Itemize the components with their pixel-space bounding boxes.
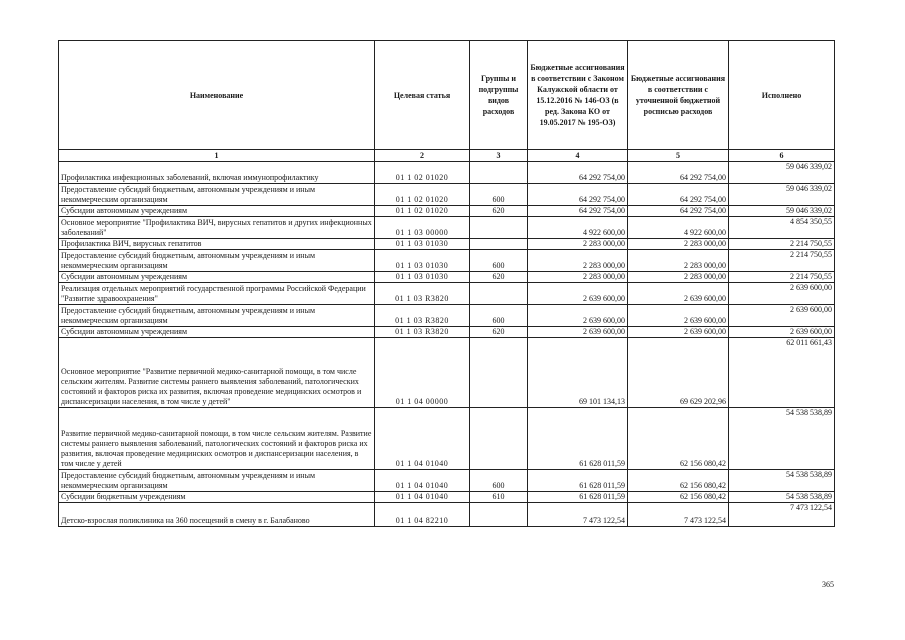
table-row (59, 272, 835, 283)
column-number: 6 (729, 150, 835, 162)
row-refined-amount: 64 292 754,00 (628, 184, 729, 206)
row-law-amount: 64 292 754,00 (528, 206, 628, 217)
row-refined-amount: 2 639 600,00 (628, 305, 729, 327)
row-name: Субсидии автономным учреждениям (59, 206, 375, 217)
table-row (59, 503, 835, 527)
column-number: 2 (375, 150, 470, 162)
row-refined-amount: 62 156 080,42 (628, 470, 729, 492)
row-executed-amount: 2 214 750,55 (729, 250, 835, 272)
row-name: Предоставление субсидий бюджетным, автономным учреждениям и иным некоммерческим организациям (59, 250, 375, 272)
row-executed-amount: 59 046 339,02 (729, 162, 835, 184)
table-row (59, 250, 835, 272)
row-expense-group: 620 (470, 272, 528, 283)
row-executed-amount: 54 538 538,89 (729, 470, 835, 492)
row-law-amount: 2 283 000,00 (528, 239, 628, 250)
budget-table (58, 40, 835, 527)
row-refined-amount: 2 283 000,00 (628, 250, 729, 272)
header-row (59, 41, 835, 150)
row-law-amount: 69 101 134,13 (528, 338, 628, 408)
row-law-amount: 4 922 600,00 (528, 217, 628, 239)
row-executed-amount: 2 214 750,55 (729, 272, 835, 283)
row-executed-amount: 54 538 538,89 (729, 408, 835, 470)
row-refined-amount: 4 922 600,00 (628, 217, 729, 239)
row-name: Субсидии автономным учреждениям (59, 272, 375, 283)
row-refined-amount: 2 283 000,00 (628, 239, 729, 250)
row-expense-group: 600 (470, 184, 528, 206)
row-executed-amount: 4 854 350,55 (729, 217, 835, 239)
row-refined-amount: 64 292 754,00 (628, 206, 729, 217)
row-executed-amount: 54 538 538,89 (729, 492, 835, 503)
row-expense-group (470, 283, 528, 305)
table-row (59, 162, 835, 184)
table-row (59, 470, 835, 492)
row-executed-amount: 2 214 750,55 (729, 239, 835, 250)
row-name: Предоставление субсидий бюджетным, автономным учреждениям и иным некоммерческим организациям (59, 184, 375, 206)
row-target-code: 01 1 03 01030 (375, 250, 470, 272)
header-expense-groups: Группы и подгруппы видов расходов (470, 41, 528, 150)
row-target-code: 01 1 03 R3820 (375, 283, 470, 305)
row-name: Субсидии автономным учреждениям (59, 327, 375, 338)
row-executed-amount: 7 473 122,54 (729, 503, 835, 527)
table-row (59, 492, 835, 503)
row-target-code: 01 1 02 01020 (375, 184, 470, 206)
table-row (59, 283, 835, 305)
header-name: Наименование (59, 41, 375, 150)
row-expense-group (470, 239, 528, 250)
row-target-code: 01 1 02 01020 (375, 162, 470, 184)
header-target-article: Целевая статья (375, 41, 470, 150)
row-name: Развитие первичной медико-санитарной помощи, в том числе сельским жителям. Развитие системы раннего выявления заболеваний, патологических состояний и факторов риска их развития, включая проведение медицинских осмотров и диспансеризации населения, в том числе у детей (59, 408, 375, 470)
column-number: 4 (528, 150, 628, 162)
row-refined-amount: 69 629 202,96 (628, 338, 729, 408)
row-law-amount: 2 283 000,00 (528, 272, 628, 283)
row-refined-amount: 2 639 600,00 (628, 327, 729, 338)
row-executed-amount: 59 046 339,02 (729, 206, 835, 217)
column-number: 5 (628, 150, 729, 162)
column-number-row (59, 150, 835, 162)
row-expense-group (470, 503, 528, 527)
table-row (59, 217, 835, 239)
header-law-allocations: Бюджетные ассигнования в соответствии с Законом Калужской области от 15.12.2016 № 146-ОЗ (в ред. Закона КО от 19.05.2017 № 195-ОЗ) (528, 41, 628, 150)
row-law-amount: 2 639 600,00 (528, 305, 628, 327)
row-law-amount: 61 628 011,59 (528, 470, 628, 492)
row-law-amount: 64 292 754,00 (528, 162, 628, 184)
column-number: 3 (470, 150, 528, 162)
row-name: Профилактика инфекционных заболеваний, включая иммунопрофилактику (59, 162, 375, 184)
row-refined-amount: 62 156 080,42 (628, 408, 729, 470)
row-name: Профилактика ВИЧ, вирусных гепатитов (59, 239, 375, 250)
row-name: Предоставление субсидий бюджетным, автономным учреждениям и иным некоммерческим организациям (59, 305, 375, 327)
row-law-amount: 2 283 000,00 (528, 250, 628, 272)
row-law-amount: 2 639 600,00 (528, 327, 628, 338)
row-target-code: 01 1 04 00000 (375, 338, 470, 408)
table-row (59, 305, 835, 327)
row-target-code: 01 1 04 01040 (375, 492, 470, 503)
row-target-code: 01 1 03 01030 (375, 272, 470, 283)
table-row (59, 327, 835, 338)
table-row (59, 206, 835, 217)
row-refined-amount: 64 292 754,00 (628, 162, 729, 184)
row-law-amount: 61 628 011,59 (528, 492, 628, 503)
row-target-code: 01 1 04 01040 (375, 408, 470, 470)
row-name: Детско-взрослая поликлиника на 360 посещений в смену в г. Балабаново (59, 503, 375, 527)
header-refined-allocations: Бюджетные ассигнования в соответствии с уточненной бюджетной росписью расходов (628, 41, 729, 150)
row-expense-group (470, 408, 528, 470)
row-law-amount: 61 628 011,59 (528, 408, 628, 470)
row-target-code: 01 1 03 00000 (375, 217, 470, 239)
table-row (59, 239, 835, 250)
row-name: Предоставление субсидий бюджетным, автономным учреждениям и иным некоммерческим организациям (59, 470, 375, 492)
row-expense-group: 610 (470, 492, 528, 503)
row-refined-amount: 2 639 600,00 (628, 283, 729, 305)
row-executed-amount: 2 639 600,00 (729, 327, 835, 338)
row-executed-amount: 2 639 600,00 (729, 305, 835, 327)
table-row (59, 184, 835, 206)
row-law-amount: 2 639 600,00 (528, 283, 628, 305)
row-refined-amount: 7 473 122,54 (628, 503, 729, 527)
row-expense-group (470, 217, 528, 239)
table-row (59, 338, 835, 408)
row-target-code: 01 1 04 01040 (375, 470, 470, 492)
row-name: Основное мероприятие "Развитие первичной медико-санитарной помощи, в том числе сельским жителям. Развитие системы раннего выявления заболеваний, патологических состояний и факторов риска их развития, включая проведение медицинских осмотров и диспансеризации населения, в том числе у детей" (59, 338, 375, 408)
row-target-code: 01 1 04 82210 (375, 503, 470, 527)
row-expense-group: 600 (470, 305, 528, 327)
row-expense-group: 620 (470, 206, 528, 217)
table-row (59, 408, 835, 470)
row-refined-amount: 2 283 000,00 (628, 272, 729, 283)
row-law-amount: 7 473 122,54 (528, 503, 628, 527)
row-target-code: 01 1 02 01020 (375, 206, 470, 217)
header-executed: Исполнено (729, 41, 835, 150)
row-expense-group: 600 (470, 250, 528, 272)
row-executed-amount: 59 046 339,02 (729, 184, 835, 206)
row-law-amount: 64 292 754,00 (528, 184, 628, 206)
row-name: Основное мероприятие "Профилактика ВИЧ, вирусных гепатитов и других инфекционных заболеваний" (59, 217, 375, 239)
row-expense-group (470, 162, 528, 184)
row-expense-group: 620 (470, 327, 528, 338)
row-expense-group (470, 338, 528, 408)
row-target-code: 01 1 03 R3820 (375, 305, 470, 327)
row-target-code: 01 1 03 R3820 (375, 327, 470, 338)
row-name: Реализация отдельных мероприятий государственной программы Российской Федерации "Развитие здравоохранения" (59, 283, 375, 305)
row-executed-amount: 62 011 661,43 (729, 338, 835, 408)
page-number: 365 (822, 580, 834, 589)
row-expense-group: 600 (470, 470, 528, 492)
row-name: Субсидии бюджетным учреждениям (59, 492, 375, 503)
row-refined-amount: 62 156 080,42 (628, 492, 729, 503)
column-number: 1 (59, 150, 375, 162)
row-executed-amount: 2 639 600,00 (729, 283, 835, 305)
row-target-code: 01 1 03 01030 (375, 239, 470, 250)
